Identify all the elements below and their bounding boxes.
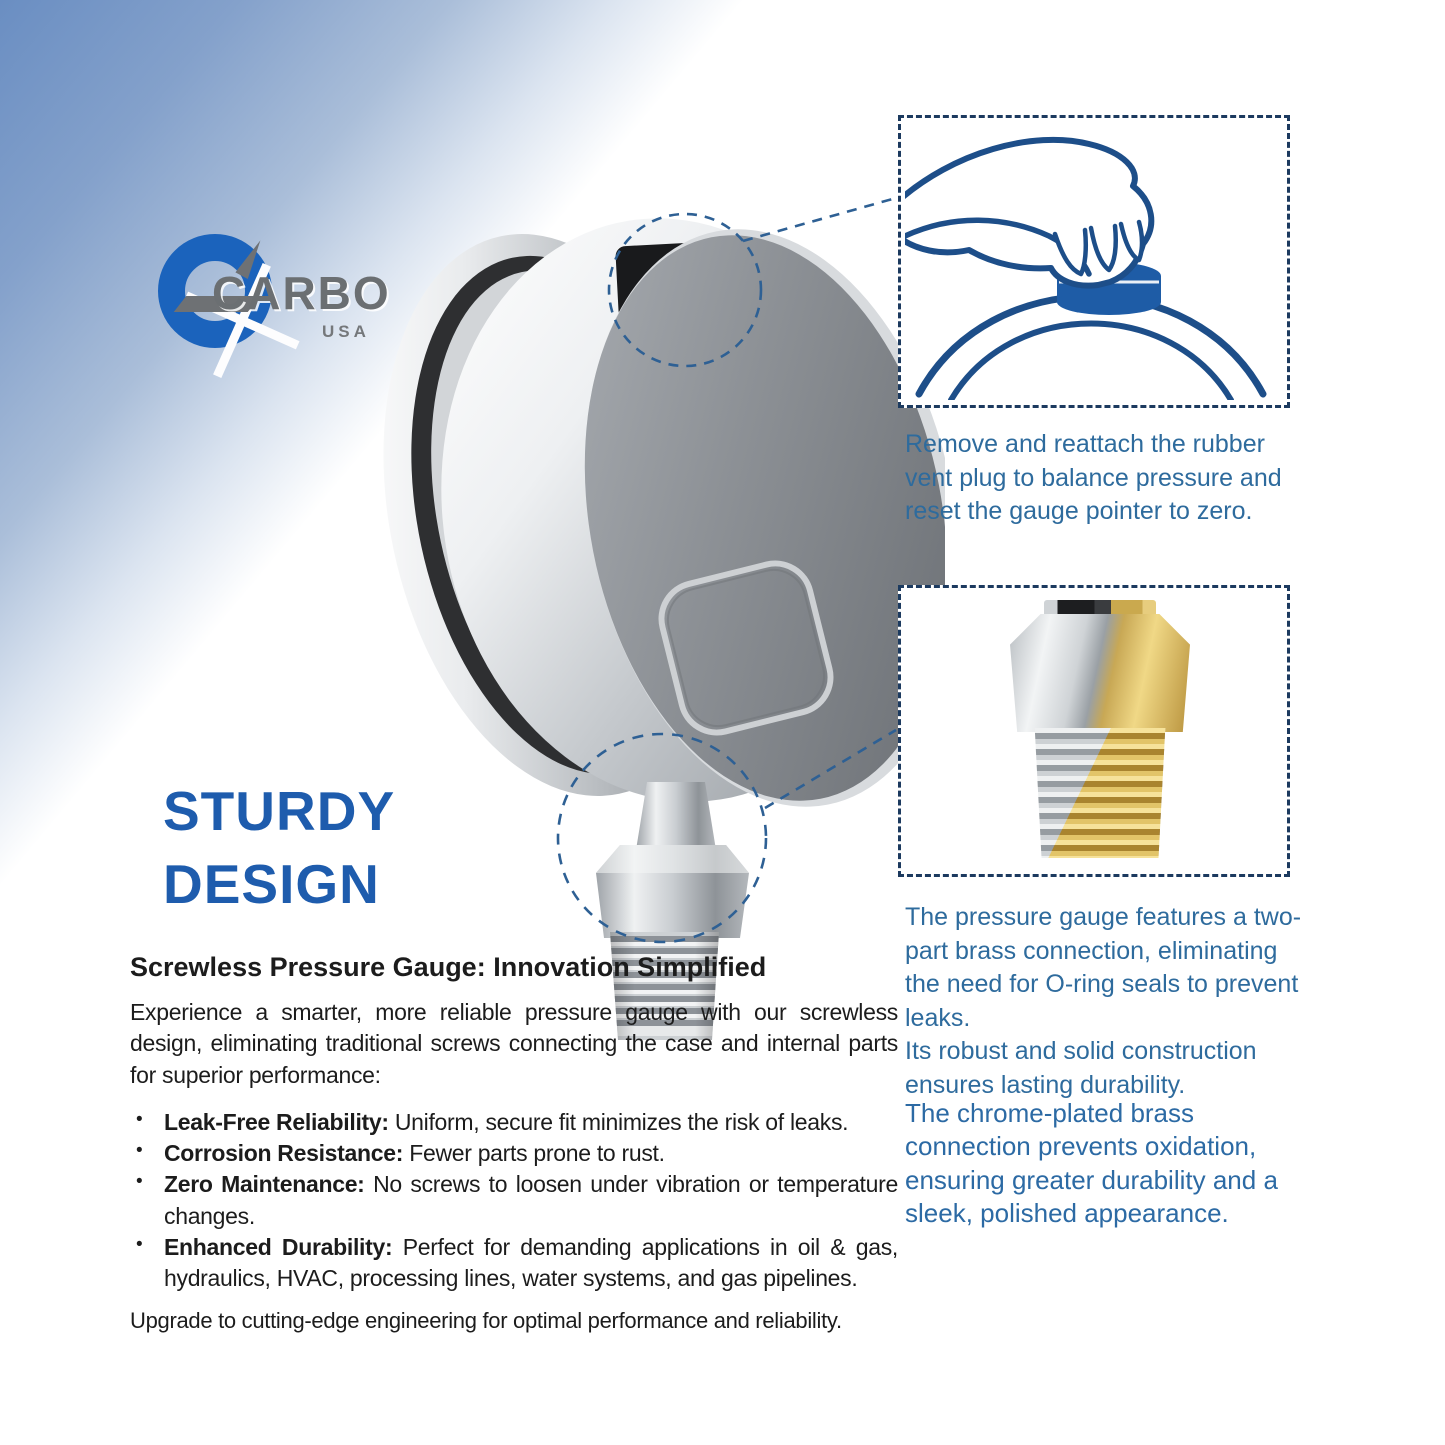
hand-removing-vent-plug-icon	[905, 118, 1277, 400]
bullet-text: Uniform, secure fit minimizes the risk of leaks.	[388, 1108, 849, 1135]
brass-callout-main: The pressure gauge features a two-part brass connection, eliminating the need for O-ring seals to prevent leaks.	[905, 903, 1302, 1032]
fitting-hex-nut	[1010, 614, 1190, 732]
fitting-threads	[1032, 728, 1168, 858]
brand-sub: USA	[322, 322, 370, 341]
list-item	[130, 1169, 898, 1232]
brass-callout-extra: The chrome-plated brass connection prevents oxidation, ensuring greater durability and a sleek, polished appearance.	[905, 1098, 1278, 1228]
list-item	[130, 1107, 898, 1138]
body-closing: Upgrade to cutting-edge engineering for optimal performance and reliability.	[130, 1308, 842, 1334]
bullet-label: Corrosion Resistance:	[164, 1140, 404, 1167]
pressure-gauge-illustration	[370, 210, 945, 1050]
carbo-usa-logo	[158, 230, 391, 360]
headline	[163, 775, 395, 921]
bullet-text: Perfect for demanding applications in oil & gas, hydraulics, HVAC, processing lines, water systems, and gas pipelines.	[164, 1233, 898, 1292]
list-item	[130, 1232, 898, 1295]
brand-name: CARBO	[212, 267, 391, 319]
body-intro: Experience a smarter, more reliable pressure gauge with our screwless design, eliminating traditional screws connecting the case and internal parts for superior performance:	[130, 999, 898, 1088]
bullet-label: Zero Maintenance:	[164, 1171, 365, 1198]
headline-line1: STURDY	[163, 780, 396, 842]
headline-line2: DESIGN	[163, 853, 380, 916]
bullet-text: No screws to loosen under vibration or temperature changes.	[164, 1171, 898, 1229]
vent-callout-text: Remove and reattach the rubber vent plug to balance pressure and reset the gauge pointer to zero.	[905, 430, 1282, 525]
list-item	[130, 1138, 898, 1169]
brass-callout-sub: Its robust and solid construction ensures lasting durability.	[905, 1037, 1257, 1099]
two-part-brass-connection-image	[1010, 600, 1190, 862]
bullet-label: Enhanced Durability:	[164, 1233, 393, 1260]
bullet-label: Leak-Free Reliability:	[164, 1108, 389, 1135]
bullet-text: Fewer parts prone to rust.	[403, 1140, 665, 1167]
feature-list	[130, 1107, 898, 1295]
brass-callout-text	[905, 901, 1305, 1102]
fitting-brass-half	[1032, 728, 1168, 858]
body-copy	[130, 952, 898, 1334]
body-heading: Screwless Pressure Gauge: Innovation Simplified	[130, 952, 767, 982]
